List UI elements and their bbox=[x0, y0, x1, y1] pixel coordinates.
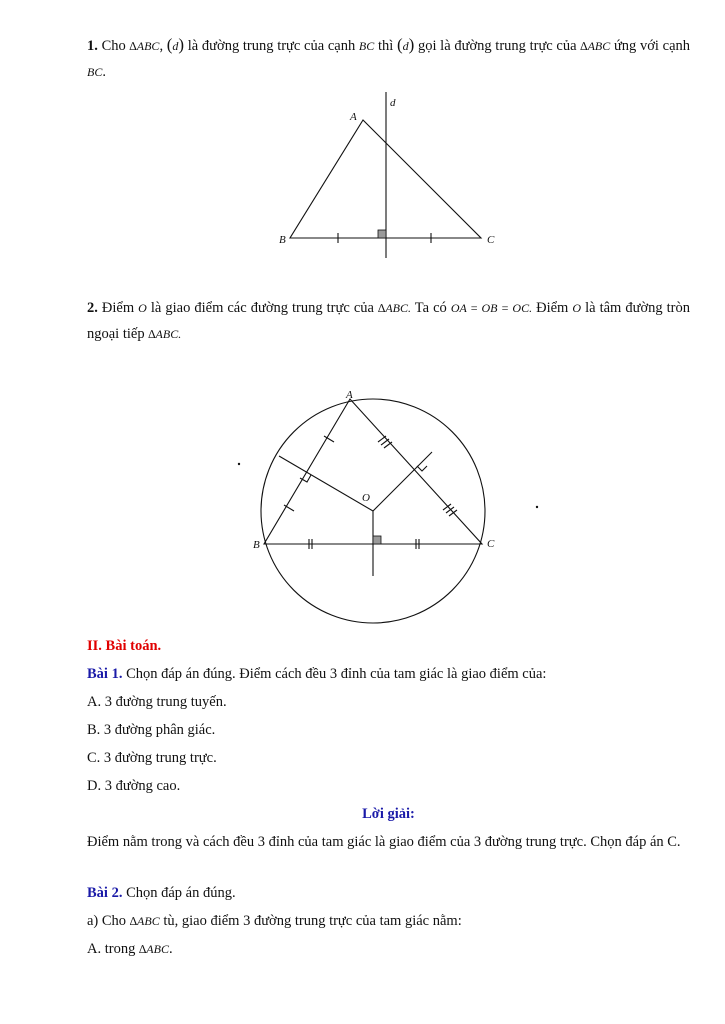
item-2-o-2: O bbox=[572, 301, 582, 315]
bai-2-part-a-triangle: ∆ABC bbox=[129, 914, 160, 928]
item-2-triangle-1: ∆ABC. bbox=[378, 301, 412, 315]
figure-2-label-b: B bbox=[253, 539, 260, 551]
bai-2-question-text: Chọn đáp án đúng. bbox=[126, 885, 236, 901]
item-1-text-1: Cho bbox=[101, 38, 126, 54]
bai-2-label: Bài 2. bbox=[87, 885, 123, 901]
bisector-ab bbox=[279, 456, 373, 511]
bai-1-question bbox=[87, 661, 690, 687]
item-2-o-1: O bbox=[138, 301, 147, 315]
item-2-number: 2. bbox=[87, 300, 98, 316]
item-1-triangle-2: ∆ABC bbox=[580, 39, 611, 53]
item-1-bc-2: BC bbox=[87, 65, 103, 79]
bai-2-option-a-triangle: ∆ABC bbox=[138, 942, 169, 956]
item-1-text-4: thì bbox=[377, 38, 394, 54]
section-heading: II. Bài toán. bbox=[87, 638, 162, 654]
item-1-text-5: gọi là đường trung trực của bbox=[417, 38, 577, 54]
bai-2-part-a-post: tù, giao điểm 3 đường trung trực của tam giác nằm: bbox=[163, 913, 462, 929]
item-1-number: 1. bbox=[87, 38, 98, 54]
bisector-ac bbox=[373, 452, 432, 511]
right-angle-marker-bc bbox=[373, 536, 381, 544]
item-1-text-7: . bbox=[102, 64, 106, 80]
figure-2-label-c: C bbox=[487, 538, 495, 550]
solution-heading: Lời giải: bbox=[362, 806, 415, 822]
item-2-text-1: Điểm bbox=[101, 300, 135, 316]
item-2-text-2: là giao điểm các đường trung trực của bbox=[150, 300, 374, 316]
item-1-text-6: ứng với cạnh bbox=[613, 38, 691, 54]
bai-2-question bbox=[87, 880, 690, 906]
bai-1-option-c: C. 3 đường trung trực. bbox=[87, 750, 217, 766]
figure-2-label-a: A bbox=[346, 389, 353, 401]
item-2-text-5: là tâm đường tròn ngoại tiếp bbox=[87, 300, 691, 342]
figure-1-label-b: B bbox=[279, 234, 286, 246]
item-2-text-3: Ta có bbox=[414, 300, 447, 316]
bai-1-option-a: A. 3 đường trung tuyến. bbox=[87, 694, 227, 710]
item-1-paragraph: 1. Cho ∆ABC, (d) là đường trung trực của cạnh BC thì (d) gọi là đường trung trực của ∆ABC ứng với cạnh BC. bbox=[87, 35, 691, 80]
item-1-bc-1: BC bbox=[358, 39, 375, 53]
item-1-d-2: d bbox=[402, 39, 409, 53]
figure-1-label-d: d bbox=[390, 97, 396, 109]
item-2-triangle-2: ∆ABC. bbox=[148, 327, 182, 341]
right-angle-marker-ac bbox=[417, 466, 427, 471]
bai-2-part-a bbox=[87, 908, 690, 934]
item-1-triangle-1: ∆ABC bbox=[129, 39, 160, 53]
bai-2-option-a bbox=[87, 936, 690, 962]
item-2-equation: OA = OB = OC. bbox=[450, 301, 533, 315]
stray-dot-right bbox=[536, 506, 538, 508]
bai-1-option-b: B. 3 đường phân giác. bbox=[87, 722, 216, 738]
bai-2-option-a-pre: A. trong bbox=[87, 941, 136, 957]
bai-1-option-d: D. 3 đường cao. bbox=[87, 778, 181, 794]
item-1-text-3: là đường trung trực của cạnh bbox=[187, 38, 356, 54]
figure-1-label-c: C bbox=[487, 234, 495, 246]
bai-2-part-a-pre: a) Cho bbox=[87, 913, 127, 929]
stray-dot-left bbox=[238, 463, 240, 465]
bai-1-label: Bài 1. bbox=[87, 666, 123, 682]
item-2-text-4: Điểm bbox=[536, 300, 569, 316]
item-1-text-2: , bbox=[159, 38, 164, 54]
bai-2-option-a-post: . bbox=[168, 941, 173, 957]
item-1-d-1: d bbox=[172, 39, 179, 53]
solution-text: Điểm nằm trong và cách đều 3 đỉnh của tam giác là giao điểm của 3 đường trung trực. Chọn đáp án C. bbox=[87, 834, 681, 850]
bai-1-question-text: Chọn đáp án đúng. Điểm cách đều 3 đỉnh của tam giác là giao điểm của: bbox=[126, 666, 547, 682]
figure-1-label-a: A bbox=[350, 111, 357, 123]
figure-2-label-o: O bbox=[362, 492, 370, 504]
